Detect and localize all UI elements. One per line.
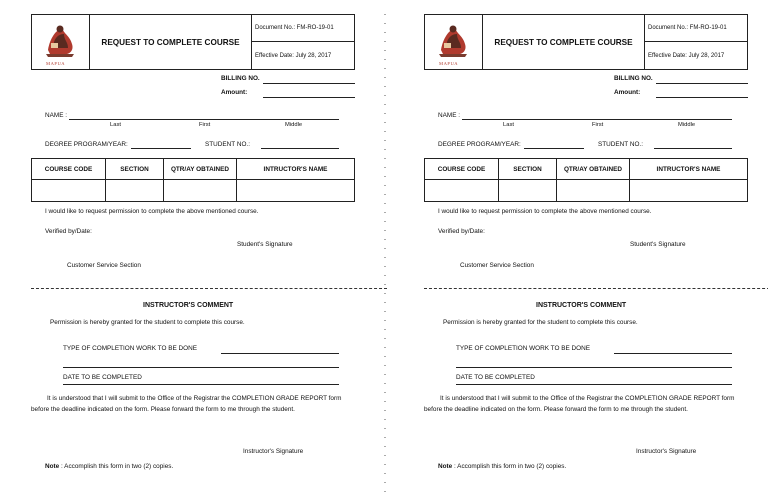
request-statement: I would like to request permission to complete the above mentioned course. (45, 208, 259, 215)
name-label: NAME : (438, 112, 461, 119)
effective-date: Effective Date: July 28, 2017 (648, 52, 725, 59)
name-last-caption: Last (503, 122, 514, 128)
col-section: SECTION (499, 159, 557, 180)
instructor-comment-title: INSTRUCTOR'S COMMENT (143, 302, 234, 309)
col-qtr-ay: QTR/AY OBTAINED (164, 159, 237, 180)
document-number: Document No.: FM-RO-19-01 (252, 15, 354, 42)
fold-line (383, 14, 387, 494)
completion-date-label: DATE TO BE COMPLETED (63, 374, 142, 381)
note-text: : Accomplish this form in two (2) copies. (60, 463, 174, 470)
note-line (438, 463, 566, 470)
completion-date-field[interactable] (456, 384, 732, 385)
degree-program-label: DEGREE PROGRAM/YEAR: (438, 141, 521, 148)
name-last-caption: Last (110, 122, 121, 128)
completion-date-field[interactable] (63, 384, 339, 385)
permission-statement: Permission is hereby granted for the student to complete this course. (50, 319, 245, 326)
cut-line (31, 288, 387, 289)
instructor-signature-label: Instructor's Signature (636, 448, 697, 455)
table-header-row (425, 159, 747, 180)
degree-program-label: DEGREE PROGRAM/YEAR: (45, 141, 128, 148)
completion-type-label: TYPE OF COMPLETION WORK TO BE DONE (63, 345, 197, 352)
student-signature-label: Student's Signature (630, 241, 686, 248)
amount-field[interactable] (656, 97, 748, 98)
completion-type-label: TYPE OF COMPLETION WORK TO BE DONE (456, 345, 590, 352)
table-entry-row[interactable] (32, 180, 354, 201)
degree-program-field[interactable] (131, 148, 191, 149)
col-course-code: COURSE CODE (32, 159, 106, 180)
note-label: Note (438, 463, 453, 470)
name-field[interactable] (69, 119, 339, 120)
effective-date: Effective Date: July 28, 2017 (255, 52, 332, 59)
student-signature-label: Student's Signature (237, 241, 293, 248)
instructor-signature-label: Instructor's Signature (243, 448, 304, 455)
mapua-seal-icon (40, 20, 80, 64)
completion-type-field[interactable] (614, 353, 732, 354)
student-no-label: STUDENT NO.: (205, 141, 250, 148)
col-instructor-name: INTRUCTOR'S NAME (263, 166, 328, 173)
table-entry-row[interactable] (425, 180, 747, 201)
col-course-code: COURSE CODE (425, 159, 499, 180)
form-copy-right (424, 14, 750, 494)
name-label: NAME : (45, 112, 68, 119)
document-number: Document No.: FM-RO-19-01 (645, 15, 747, 42)
form-header (31, 14, 355, 70)
permission-statement: Permission is hereby granted for the student to complete this course. (443, 319, 638, 326)
student-no-field[interactable] (261, 148, 339, 149)
col-section: SECTION (106, 159, 164, 180)
degree-program-field[interactable] (524, 148, 584, 149)
note-line (45, 463, 173, 470)
billing-no-label: BILLING NO. (614, 75, 653, 82)
cut-line (424, 288, 768, 289)
amount-field[interactable] (263, 97, 355, 98)
mapua-seal-icon (433, 20, 473, 64)
verified-by-label: Verified by/Date: (438, 228, 485, 235)
form-header (424, 14, 748, 70)
note-label: Note (45, 463, 60, 470)
amount-label: Amount: (614, 89, 641, 96)
amount-label: Amount: (221, 89, 248, 96)
instructor-comment-title: INSTRUCTOR'S COMMENT (536, 302, 627, 309)
student-no-label: STUDENT NO.: (598, 141, 643, 148)
verified-by-label: Verified by/Date: (45, 228, 92, 235)
course-table (31, 158, 355, 202)
col-qtr-ay: QTR/AY OBTAINED (557, 159, 630, 180)
course-table (424, 158, 748, 202)
name-middle-caption: Middle (285, 122, 303, 128)
understood-statement: It is understood that I will submit to the Office of the Registrar the COMPLETION GRADE REPORT form before the deadline indicated on the form. Please forward the form to me through the student. (31, 395, 342, 413)
completion-type-field-2[interactable] (63, 367, 339, 368)
understood-statement: It is understood that I will submit to the Office of the Registrar the COMPLETION GRADE REPORT form before the deadline indicated on the form. Please forward the form to me through the student. (424, 395, 735, 413)
name-middle-caption: Middle (678, 122, 696, 128)
customer-service-label: Customer Service Section (67, 262, 141, 269)
table-header-row (32, 159, 354, 180)
logo-text: MAPUA (46, 61, 66, 66)
form-title: REQUEST TO COMPLETE COURSE (90, 15, 252, 69)
request-statement: I would like to request permission to complete the above mentioned course. (438, 208, 652, 215)
logo-text: MAPUA (439, 61, 459, 66)
name-first-caption: First (592, 122, 604, 128)
completion-type-field[interactable] (221, 353, 339, 354)
name-first-caption: First (199, 122, 211, 128)
logo-cell (32, 15, 90, 69)
completion-date-label: DATE TO BE COMPLETED (456, 374, 535, 381)
billing-no-field[interactable] (263, 83, 355, 84)
billing-no-field[interactable] (656, 83, 748, 84)
form-title: REQUEST TO COMPLETE COURSE (483, 15, 645, 69)
form-copy-left (31, 14, 357, 494)
billing-no-label: BILLING NO. (221, 75, 260, 82)
customer-service-label: Customer Service Section (460, 262, 534, 269)
name-field[interactable] (462, 119, 732, 120)
col-instructor-name: INTRUCTOR'S NAME (656, 166, 721, 173)
logo-cell (425, 15, 483, 69)
student-no-field[interactable] (654, 148, 732, 149)
note-text: : Accomplish this form in two (2) copies. (453, 463, 567, 470)
completion-type-field-2[interactable] (456, 367, 732, 368)
